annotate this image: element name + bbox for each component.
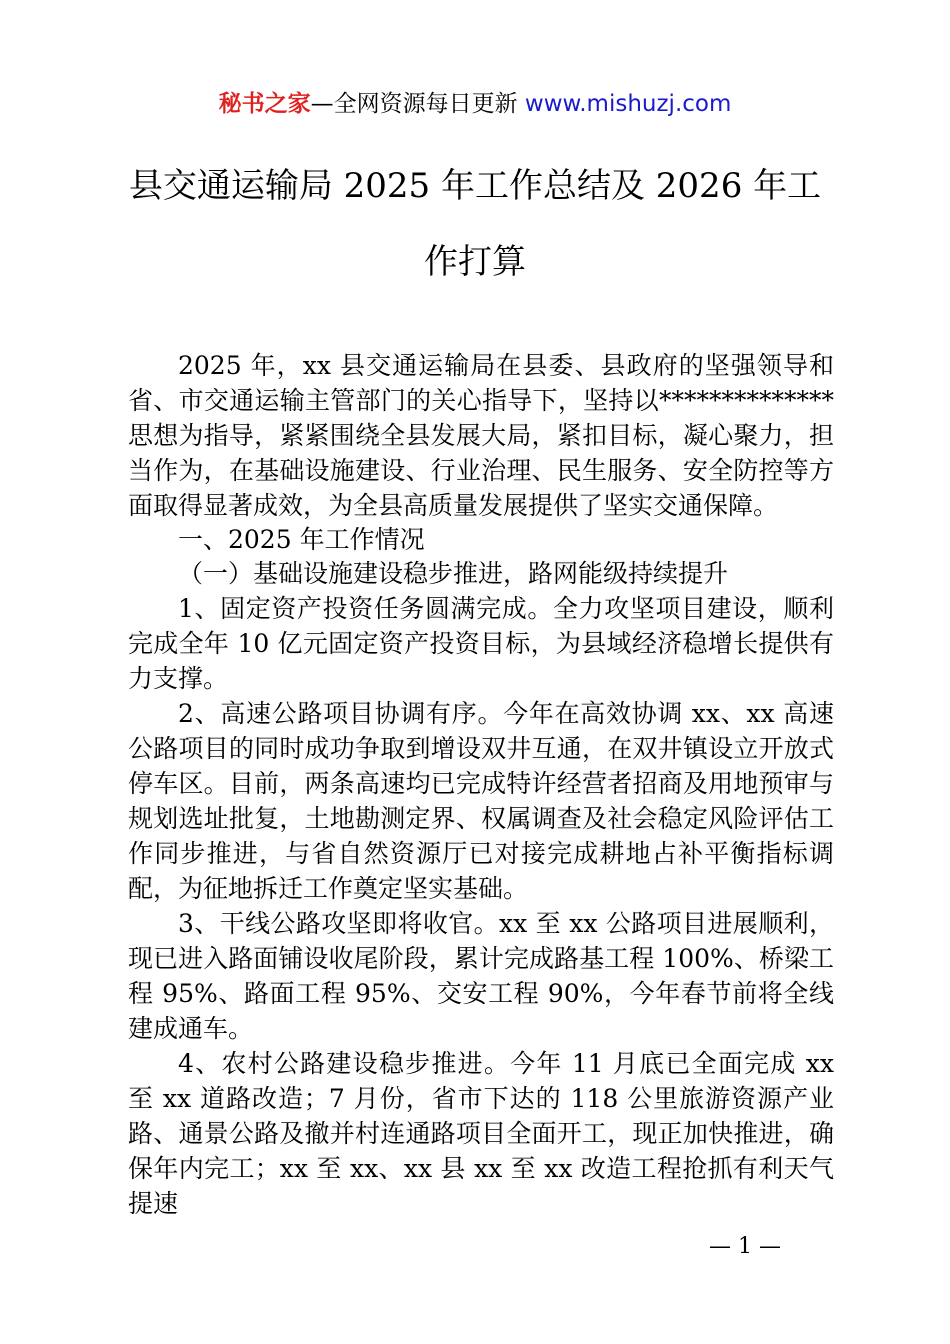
site-header [0, 88, 950, 120]
item-paragraph-3: 3、干线公路攻坚即将收官。xx 至 xx 公路项目进展顺利，现已进入路面铺设收尾阶段，累计完成路基工程 100%、桥梁工程 95%、路面工程 95%、交安工程 90%，今年春节前将全线建成通车。 [128, 909, 834, 1043]
subsection-heading: （一）基础设施建设稳步推进，路网能级持续提升 [178, 559, 729, 588]
item-paragraph-1: 1、固定资产投资任务圆满完成。全力攻坚项目建设，顺利完成全年 10 亿元固定资产投资目标，为县域经济稳增长提供有力支撑。 [128, 594, 834, 693]
intro-paragraph: 2025 年，xx 县交通运输局在县委、县政府的坚强领导和省、市交通运输主管部门的关心指导下，坚持以**************思想为指导，紧紧围绕全县发展大局，紧扣目标，凝心聚力，担当作为，在基础设施建设、行业治理、民生服务、安全防控等方面取得显著成效，为全县高质量发展提供了坚实交通保障。 [128, 351, 834, 520]
item-paragraph-2: 2、高速公路项目协调有序。今年在高效协调 xx、xx 高速公路项目的同时成功争取到增设双井互通，在双井镇设立开放式停车区。目前，两条高速均已完成特许经营者招商及用地预审与规划选址批复，土地勘测定界、权属调查及社会稳定风险评估工作同步推进，与省自然资源厅已对接完成耕地占补平衡指标调配，为征地拆迁工作奠定坚实基础。 [128, 699, 834, 903]
document-title [100, 160, 850, 312]
brand-name: 秘书之家 [218, 91, 311, 117]
item-paragraph-4: 4、农村公路建设稳步推进。今年 11 月底已全面完成 xx 至 xx 道路改造；7 月份，省市下达的 118 公里旅游资源产业路、通景公路及撤并村连通路项目全面开工，现正加快推进，确保年内完工；xx 至 xx、xx 县 xx 至 xx 改造工程抢抓有利天气提速 [128, 1049, 834, 1218]
site-url-link[interactable]: www.mishuzj.com [524, 91, 732, 117]
header-tagline: —全网资源每日更新 [310, 91, 525, 117]
page-number: — 1 — [709, 1234, 781, 1259]
document-body [128, 348, 834, 1221]
section-heading: 一、2025 年工作情况 [178, 525, 425, 554]
title-line-1: 县交通运输局 2025 年工作总结及 2026 年工 [128, 166, 822, 206]
title-line-2: 作打算 [424, 242, 526, 282]
